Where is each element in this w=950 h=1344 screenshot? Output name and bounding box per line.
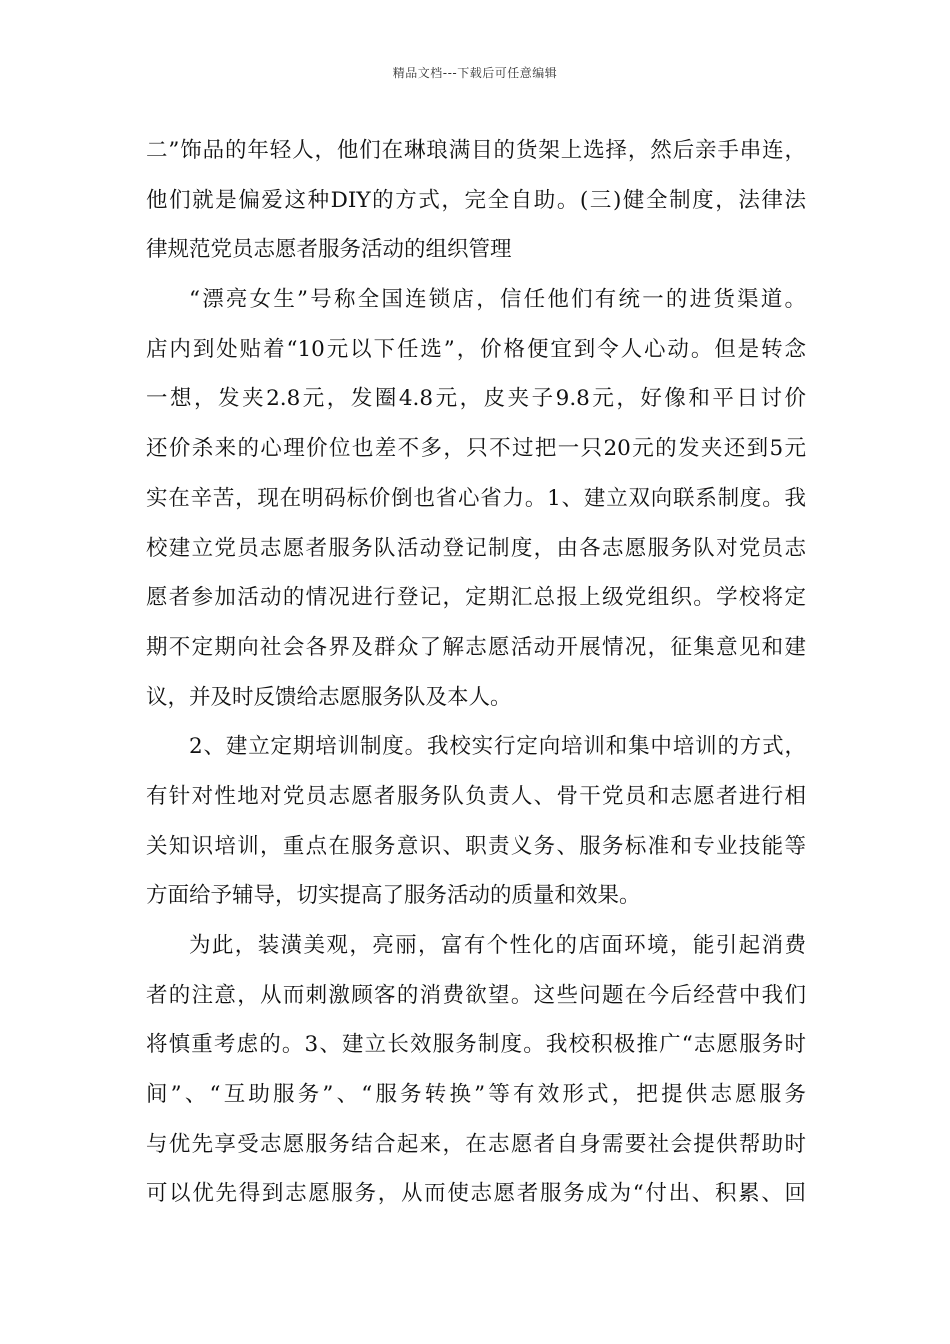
paragraph-3-line-1: 2、建立定期培训制度。我校实行定向培训和集中培训的方式， — [189, 734, 806, 760]
page-header: 精品文档---下载后可任意编辑 — [392, 66, 558, 80]
paragraph-1-line-2: 他们就是偏爱这种DIY的方式，完全自助。(三)健全制度，法律法 — [146, 187, 806, 213]
paragraph-2-line-3: 一想，发夹2.8元，发圈4.8元，皮夹子9.8元，好像和平日讨价 — [146, 386, 806, 412]
paragraph-4-line-5: 与优先享受志愿服务结合起来，在志愿者自身需要社会提供帮助时 — [146, 1131, 806, 1157]
paragraph-4-line-6: 可以优先得到志愿服务，从而使志愿者服务成为“付出、积累、回 — [146, 1181, 806, 1207]
paragraph-1-line-3: 律规范党员志愿者服务活动的组织管理 — [146, 237, 512, 263]
paragraph-3-line-4: 方面给予辅导，切实提高了服务活动的质量和效果。 — [146, 883, 641, 909]
paragraph-2-line-9: 议，并及时反馈给志愿服务队及本人。 — [146, 684, 512, 710]
paragraph-1-line-1: 二”饰品的年轻人，他们在琳琅满目的货架上选择，然后亲手串连， — [146, 138, 806, 163]
paragraph-3-line-2: 有针对性地对党员志愿者服务队负责人、骨干党员和志愿者进行相 — [146, 783, 806, 809]
paragraph-2-line-5: 实在辛苦，现在明码标价倒也省心省力。1、建立双向联系制度。我 — [146, 485, 806, 511]
paragraph-2-line-6: 校建立党员志愿者服务队活动登记制度，由各志愿服务队对党员志 — [146, 535, 806, 561]
paragraph-3-line-3: 关知识培训，重点在服务意识、职责义务、服务标准和专业技能等 — [146, 833, 806, 859]
paragraph-2-line-8: 期不定期向社会各界及群众了解志愿活动开展情况，征集意见和建 — [146, 634, 806, 660]
paragraph-4-line-3: 将慎重考虑的。3、建立长效服务制度。我校积极推广“志愿服务时 — [146, 1032, 806, 1058]
paragraph-4-line-4: 间”、“互助服务”、“服务转换”等有效形式，把提供志愿服务 — [146, 1082, 806, 1108]
paragraph-4-line-2: 者的注意，从而刺激顾客的消费欲望。这些问题在今后经营中我们 — [146, 982, 806, 1008]
paragraph-2-line-4: 还价杀来的心理价位也差不多，只不过把一只20元的发夹还到5元 — [146, 436, 806, 462]
document-body — [146, 126, 806, 1219]
paragraph-2-line-7: 愿者参加活动的情况进行登记，定期汇总报上级党组织。学校将定 — [146, 585, 806, 611]
paragraph-4-line-1: 为此，装潢美观，亮丽，富有个性化的店面环境，能引起消费 — [189, 933, 806, 958]
paragraph-2-line-2: 店内到处贴着“10元以下任选”，价格便宜到令人心动。但是转念 — [146, 336, 806, 362]
paragraph-2-line-1: “漂亮女生”号称全国连锁店，信任他们有统一的进货渠道。 — [189, 287, 806, 313]
